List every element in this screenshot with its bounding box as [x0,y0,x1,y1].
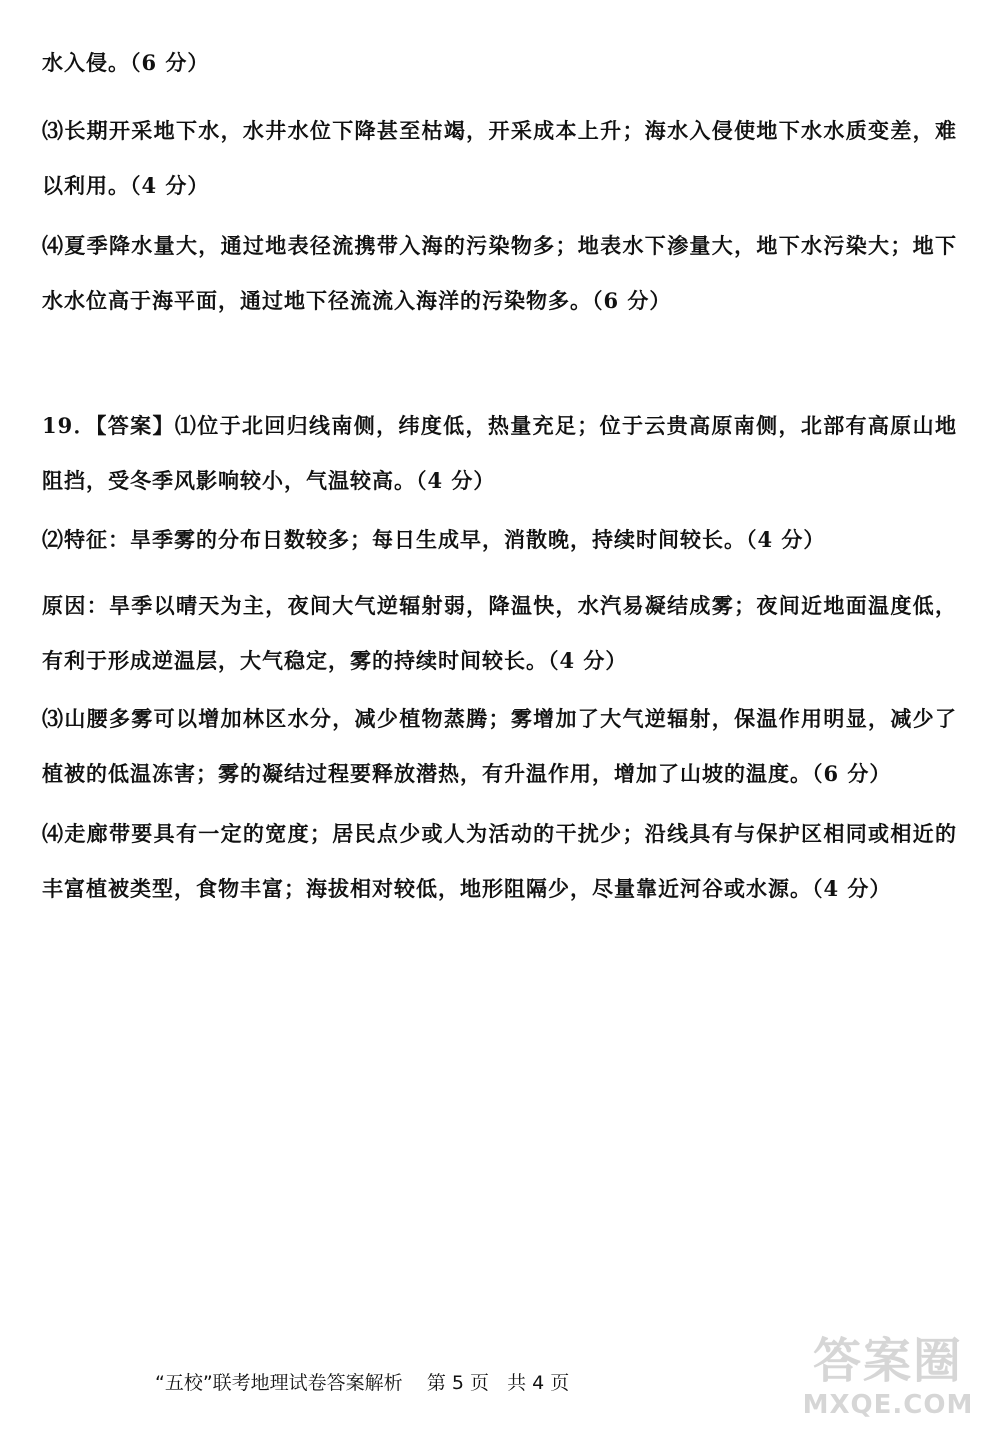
paragraph-q19-part2-reason: 原因：旱季以晴天为主，夜间大气逆辐射弱，降温快，水汽易凝结成雾；夜间近地面温度低，有利于形成逆温层，大气稳定，雾的持续时间较长。（4 分） [42,593,957,673]
paragraph-q19-part1: 19．【答案】⑴位于北回归线南侧，纬度低，热量充足；位于云贵高原南侧，北部有高原山地阻挡，受冬季风影响较小，气温较高。（4 分） [42,413,957,493]
paragraph-q18-part3: ⑶长期开采地下水，水井水位下降甚至枯竭，开采成本上升；海水入侵使地下水水质变差，难以利用。（4 分） [42,118,957,198]
paragraph-q19-part3: ⑶山腰多雾可以增加林区水分，减少植物蒸腾；雾增加了大气逆辐射，保温作用明显，减少了植被的低温冻害；雾的凝结过程要释放潜热，有升温作用，增加了山坡的温度。（6 分） [42,706,957,786]
watermark-url: MXQE.COM [802,1390,974,1420]
paragraph-q19-part2-feature: ⑵特征：旱季雾的分布日数较多；每日生成早，消散晚，持续时间较长。（4 分） [42,527,826,552]
watermark-logo [788,1334,988,1434]
paragraph-q19-part4: ⑷走廊带要具有一定的宽度；居民点少或人为活动的干扰少；沿线具有与保护区相同或相近的丰富植被类型，食物丰富；海拔相对较低，地形阻隔少，尽量靠近河谷或水源。（4 分） [42,821,957,901]
page-footer: “五校”联考地理试卷答案解析 第 5 页 共 4 页 [155,1372,570,1394]
paragraph-q18-part4: ⑷夏季降水量大，通过地表径流携带入海的污染物多；地表水下渗量大，地下水污染大；地下水水位高于海平面，通过地下径流流入海洋的污染物多。（6 分） [42,233,957,313]
paragraph-continuation: 水入侵。（6 分） [42,50,210,75]
watermark-logo-text: 答案圈 [812,1333,963,1389]
